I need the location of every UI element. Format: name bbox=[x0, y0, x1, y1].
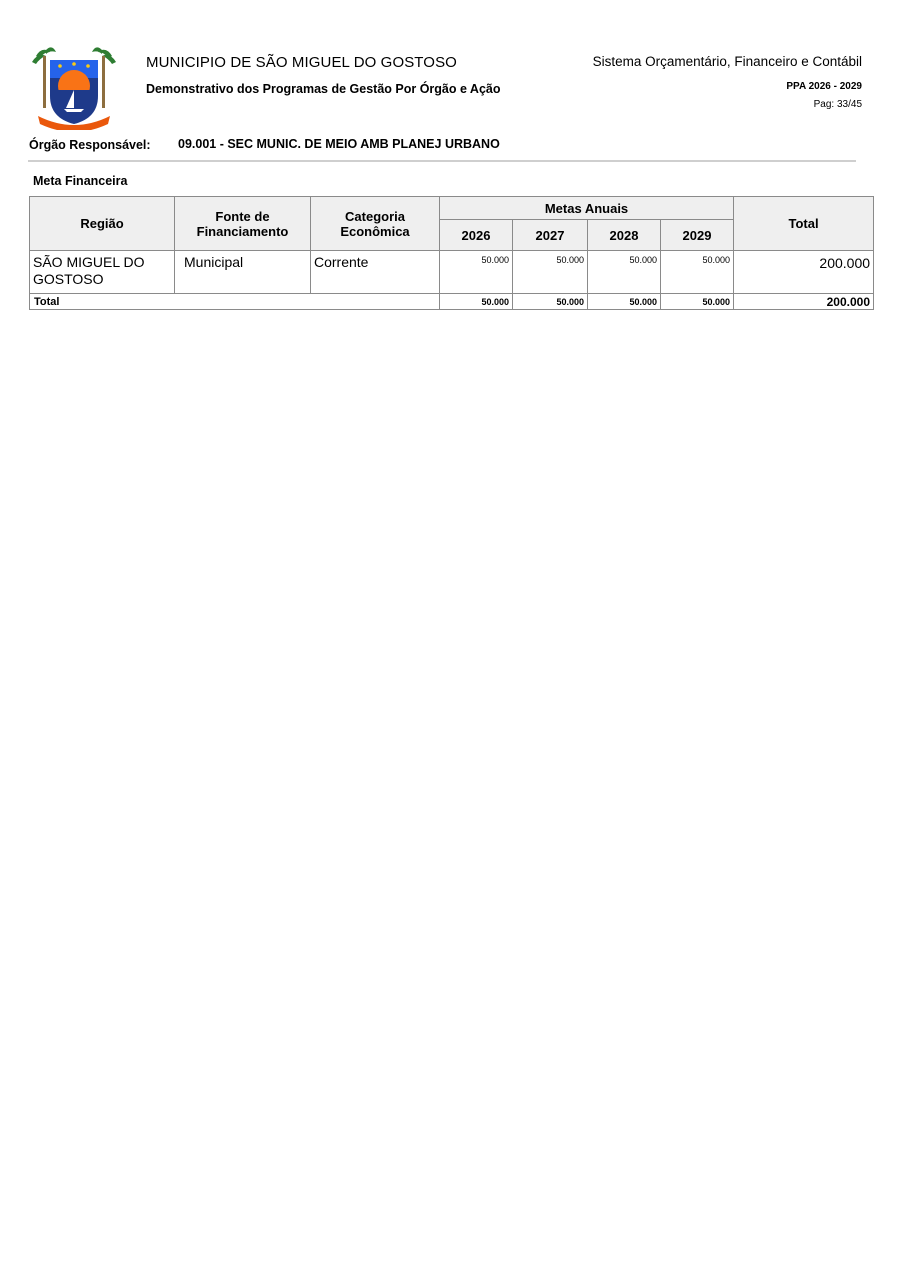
header-year: 2028 bbox=[588, 220, 661, 251]
header-regiao: Região bbox=[30, 197, 175, 251]
cell-value: 50.000 bbox=[661, 251, 734, 294]
grand-total: 200.000 bbox=[734, 294, 874, 310]
cell-categoria: Corrente bbox=[311, 251, 440, 294]
header-year: 2029 bbox=[661, 220, 734, 251]
cell-value: 50.000 bbox=[588, 251, 661, 294]
report-title: Demonstrativo dos Programas de Gestão Por Órgão e Ação bbox=[146, 82, 501, 96]
total-label: Total bbox=[30, 294, 440, 310]
header-divider bbox=[28, 160, 856, 162]
header-metas-anuais: Metas Anuais bbox=[440, 197, 734, 220]
section-title: Meta Financeira bbox=[33, 174, 128, 188]
municipality-name: MUNICIPIO DE SÃO MIGUEL DO GOSTOSO bbox=[146, 54, 457, 71]
cell-fonte: Municipal bbox=[175, 251, 311, 294]
header-year: 2026 bbox=[440, 220, 513, 251]
meta-financeira-table bbox=[29, 196, 874, 310]
table-row bbox=[30, 251, 874, 294]
cell-regiao: SÃO MIGUEL DO GOSTOSO bbox=[30, 251, 175, 294]
cell-value: 50.000 bbox=[440, 251, 513, 294]
header-total: Total bbox=[734, 197, 874, 251]
system-name: Sistema Orçamentário, Financeiro e Contábil bbox=[592, 54, 862, 69]
header-year: 2027 bbox=[513, 220, 588, 251]
cell-row-total: 200.000 bbox=[734, 251, 874, 294]
total-row bbox=[30, 294, 874, 310]
header-categoria: Categoria Econômica bbox=[311, 197, 440, 251]
orgao-value: 09.001 - SEC MUNIC. DE MEIO AMB PLANEJ URBANO bbox=[178, 137, 500, 151]
municipal-coat-of-arms-logo bbox=[28, 42, 120, 130]
total-value: 50.000 bbox=[440, 294, 513, 310]
cell-value: 50.000 bbox=[513, 251, 588, 294]
total-value: 50.000 bbox=[661, 294, 734, 310]
total-value: 50.000 bbox=[513, 294, 588, 310]
total-value: 50.000 bbox=[588, 294, 661, 310]
header-fonte: Fonte de Financiamento bbox=[175, 197, 311, 251]
ppa-period: PPA 2026 - 2029 bbox=[786, 81, 862, 92]
page-indicator: Pag: 33/45 bbox=[813, 99, 862, 110]
orgao-label: Órgão Responsável: bbox=[29, 138, 151, 152]
